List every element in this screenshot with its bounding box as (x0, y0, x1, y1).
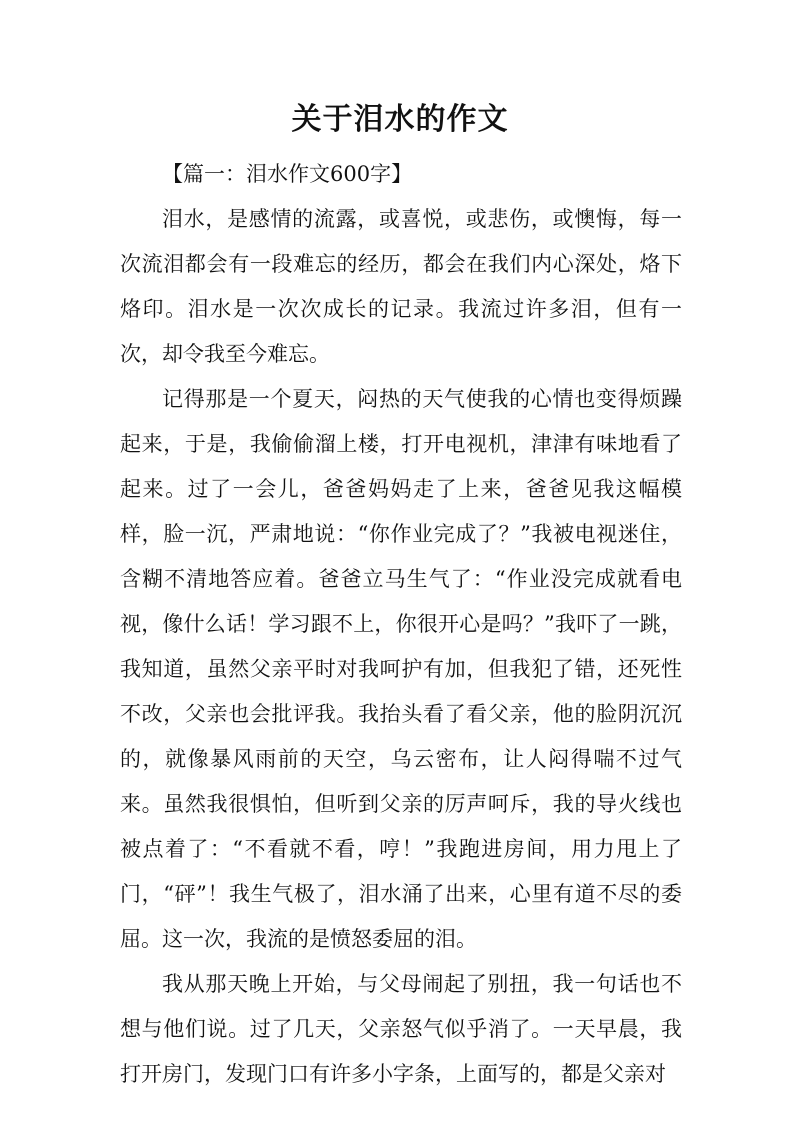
document-title: 关于泪水的作文 (291, 102, 509, 137)
section-heading: 【篇一：泪水作文600字】 (162, 162, 413, 186)
document-body (120, 152, 682, 1097)
paragraph-3: 我从那天晚上开始，与父母闹起了别扭，我一句话也不想与他们说。过了几天，父亲怒气似乎消了。一天早晨，我打开房门，发现门口有许多小字条，上面写的，都是父亲对 (120, 972, 682, 1086)
paragraph-2: 记得那是一个夏天，闷热的天气使我的心情也变得烦躁起来，于是，我偷偷溜上楼，打开电视机，津津有味地看了起来。过了一会儿，爸爸妈妈走了上来，爸爸见我这幅模样，脸一沉，严肃地说：“你作业完成了？”我被电视迷住，含糊不清地答应着。爸爸立马生气了：“作业没完成就看电视，像什么话！学习跟不上，你很开心是吗？”我吓了一跳，我知道，虽然父亲平时对我呵护有加，但我犯了错，还死性不改，父亲也会批评我。我抬头看了看父亲，他的脸阴沉沉的，就像暴风雨前的天空，乌云密布，让人闷得喘不过气来。虽然我很惧怕，但听到父亲的厉声呵斥，我的导火线也被点着了：“不看就不看，哼！”我跑进房间，用力甩上了门，“砰”！我生气极了，泪水涌了出来，心里有道不尽的委屈。这一次，我流的是愤怒委屈的泪。 (120, 387, 682, 951)
paragraph-1: 泪水，是感情的流露，或喜悦，或悲伤，或懊悔，每一次流泪都会有一段难忘的经历，都会在我们内心深处，烙下烙印。泪水是一次次成长的记录。我流过许多泪，但有一次，却令我至今难忘。 (120, 207, 682, 366)
